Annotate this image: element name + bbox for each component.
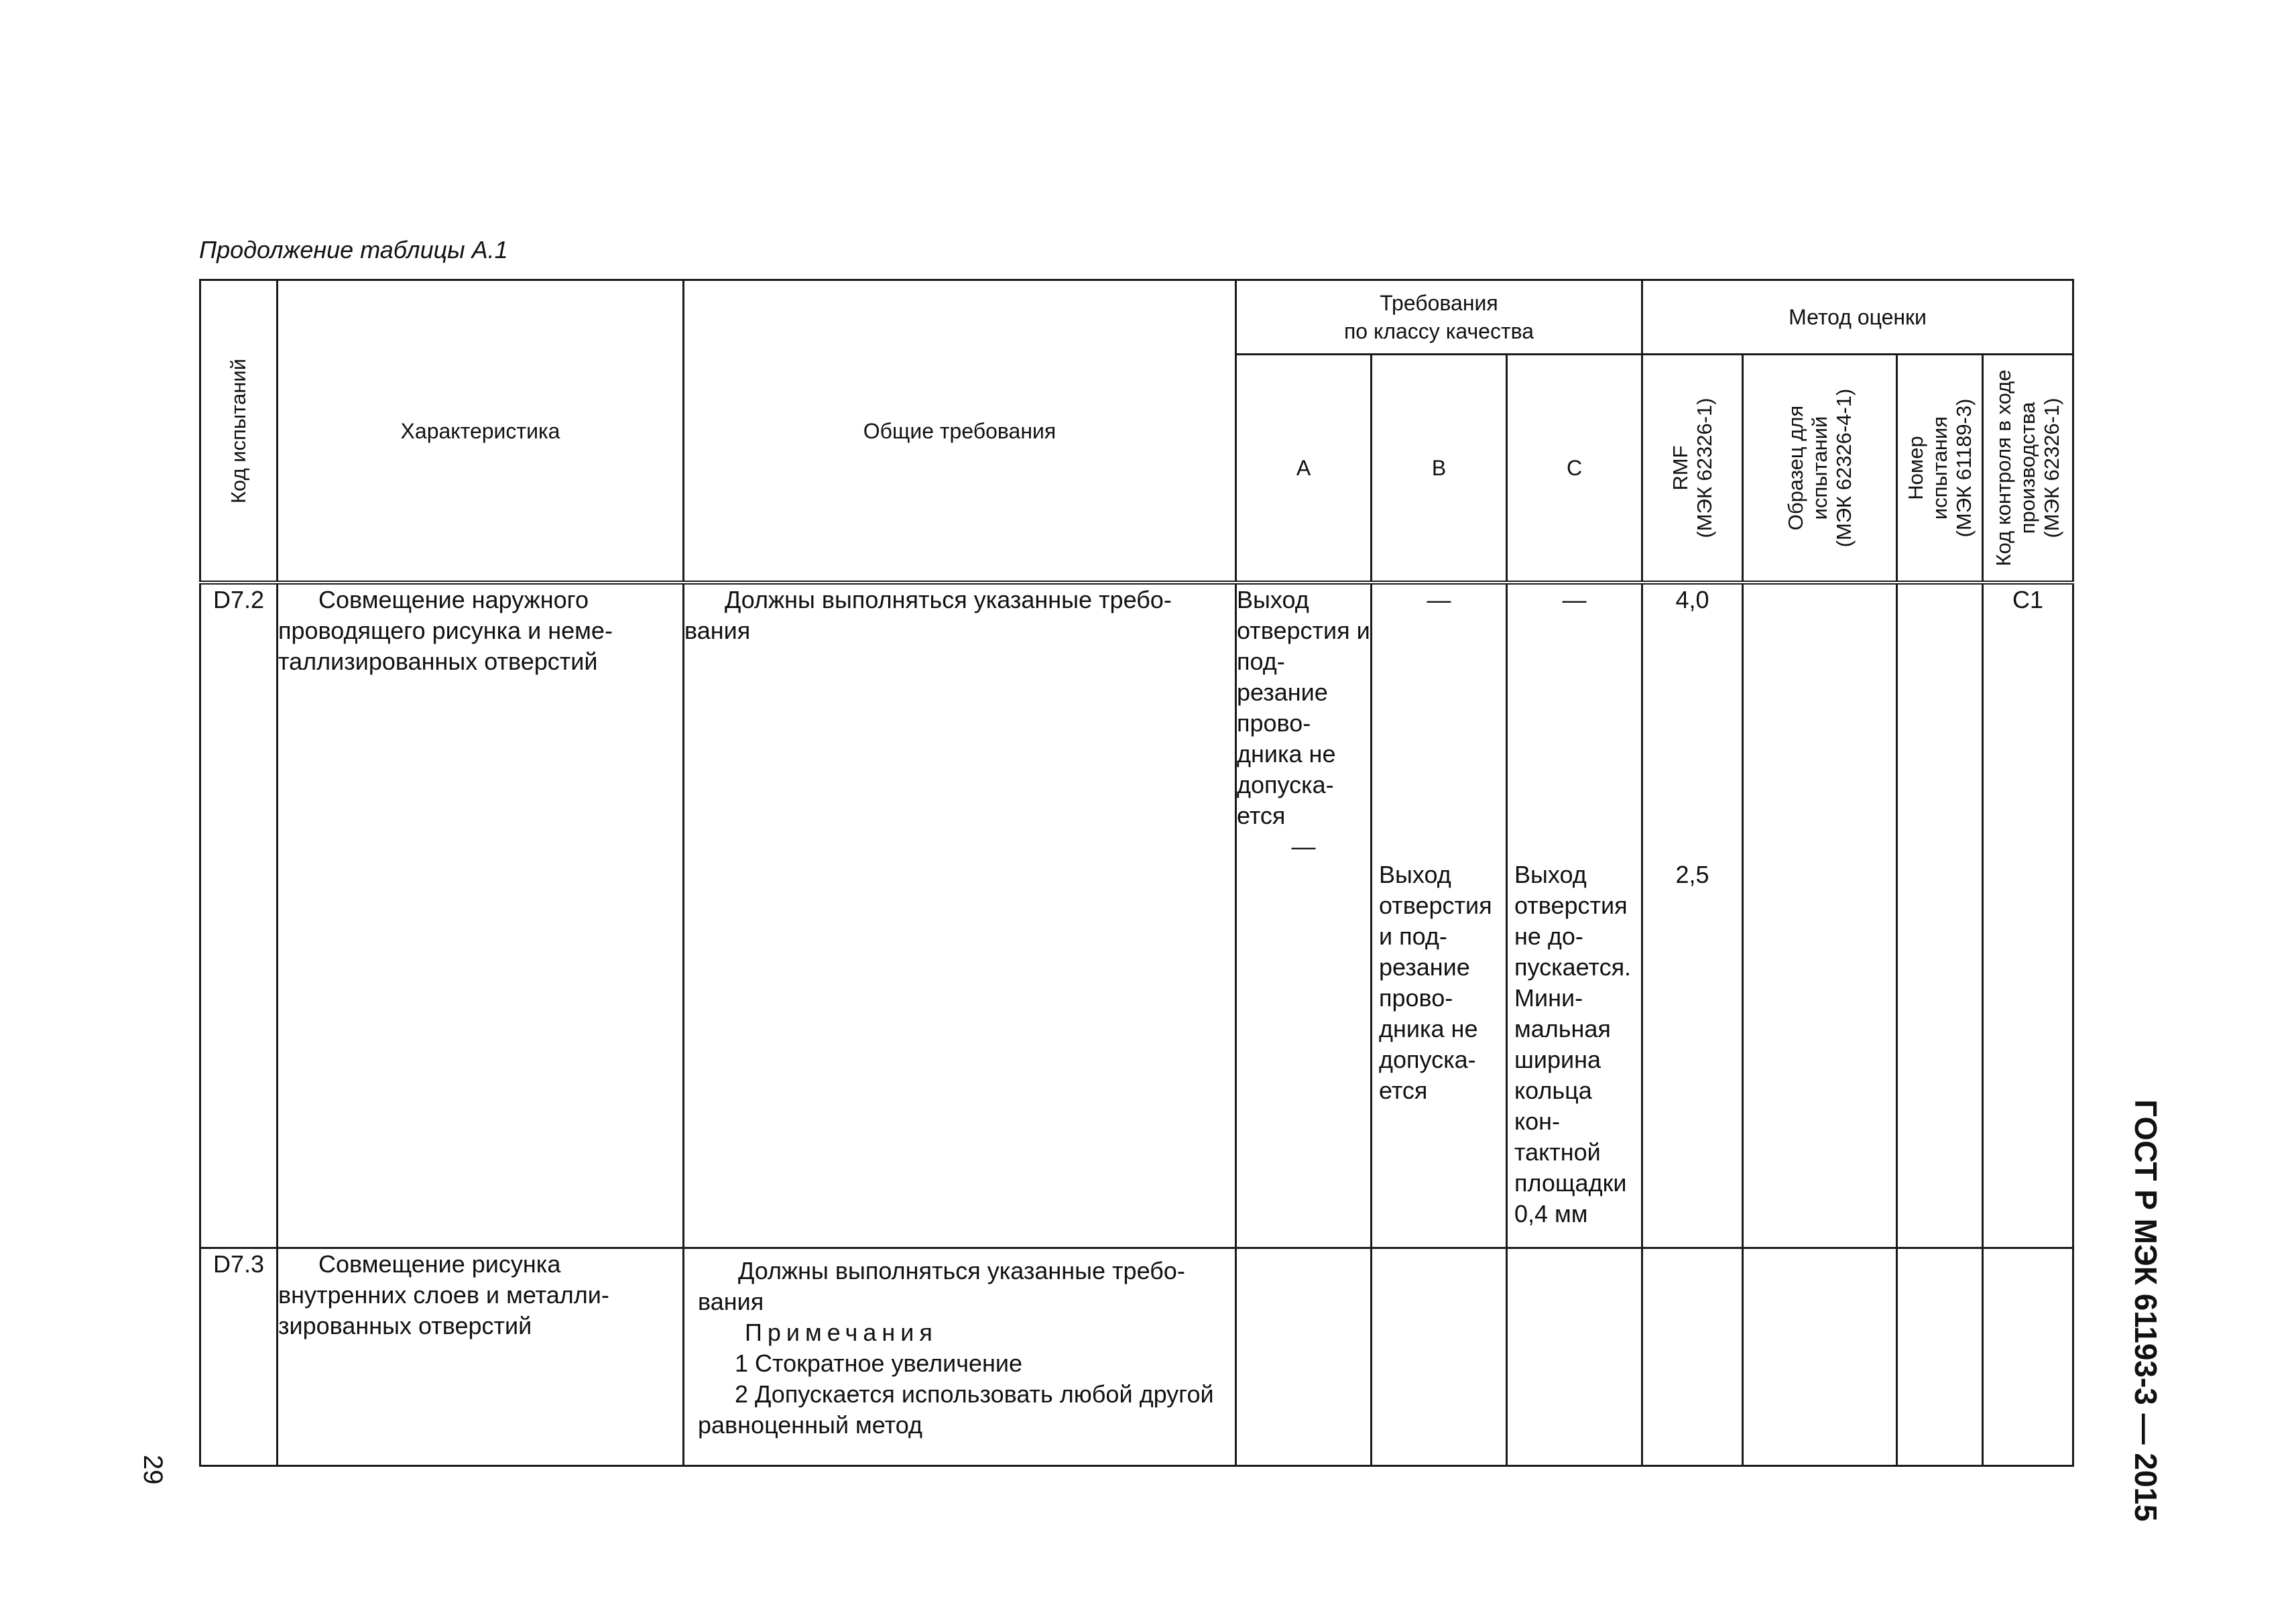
header-sample-l3: (МЭК 62326-4-1) xyxy=(1831,388,1856,548)
header-sample-l1: Образец для xyxy=(1783,405,1807,531)
header-class-c: С xyxy=(1507,355,1642,583)
header-sample xyxy=(1743,355,1897,583)
header-rmf-l1: RMF xyxy=(1668,445,1692,491)
class-c-dash: — xyxy=(1562,586,1587,613)
header-ctrl-l2: производства xyxy=(2016,402,2040,534)
class-c-text: Выход отверстия не до-пускается. Мини-мальная ширина кольца кон-тактной площадки 0,4 мм xyxy=(1514,861,1632,1227)
header-general: Общие требования xyxy=(684,280,1236,583)
row-class-c xyxy=(1507,1248,1642,1466)
class-b-text: Выход отверстия и под-резание прово-дника не допуска-ется xyxy=(1379,861,1492,1104)
row-general: Должны выполняться указанные требо-вания xyxy=(684,583,1236,1248)
header-quality xyxy=(1236,280,1642,355)
table-row xyxy=(200,583,2073,1248)
row-sample xyxy=(1743,583,1897,1248)
rmf-value-2: 2,5 xyxy=(1675,861,1709,888)
header-class-a: А xyxy=(1236,355,1372,583)
row-rmf xyxy=(1642,583,1743,1248)
class-a-text: Выход отверстия и под-резание прово-дника не допуска-ется xyxy=(1237,586,1370,829)
row-characteristic: Совмещение наружного проводящего рисунка и неме-таллизированных отверстий xyxy=(278,583,684,1248)
header-control-code xyxy=(1983,355,2073,583)
note-2: 2 Допускается использовать любой другой равноценный метод xyxy=(698,1380,1214,1439)
note-title: Примечания xyxy=(745,1319,938,1346)
header-code-label: Код испытаний xyxy=(227,358,250,503)
header-ctrl-l3: (МЭК 62326-1) xyxy=(2040,398,2064,538)
row-control-code: C1 xyxy=(1983,583,2073,1248)
header-testno-l2: испытания xyxy=(1927,416,1951,520)
class-b-dash: — xyxy=(1427,586,1451,613)
header-testno-l1: Номер xyxy=(1903,436,1927,500)
row-class-a xyxy=(1236,1248,1372,1466)
header-ctrl-l1: Код контроля в ходе xyxy=(1992,369,2016,566)
header-testno-l3: (МЭК 61189-3) xyxy=(1951,398,1976,538)
row-test-number xyxy=(1897,583,1983,1248)
header-test-number xyxy=(1897,355,1983,583)
note-1: 1 Стократное увеличение xyxy=(735,1349,1022,1377)
row-class-b xyxy=(1372,1248,1507,1466)
row-sample xyxy=(1743,1248,1897,1466)
table-row xyxy=(200,1248,2073,1466)
header-sample-l2: испытаний xyxy=(1807,416,1831,520)
row-class-c xyxy=(1507,583,1642,1248)
header-quality-line1: Требования xyxy=(1380,291,1498,315)
header-class-b: В xyxy=(1372,355,1507,583)
page-number: 29 xyxy=(138,1455,168,1485)
document-standard-title: ГОСТ Р МЭК 61193-3 — 2015 xyxy=(2128,1099,2163,1522)
row-general xyxy=(684,1248,1236,1466)
header-code xyxy=(200,280,278,583)
row-class-a xyxy=(1236,583,1372,1248)
row-code: D7.2 xyxy=(200,583,278,1248)
header-quality-line2: по классу качества xyxy=(1343,319,1534,343)
row-class-b xyxy=(1372,583,1507,1248)
general-text: Должны выполняться указанные требо-вания xyxy=(698,1257,1185,1315)
header-characteristic: Характеристика xyxy=(278,280,684,583)
row-characteristic: Совмещение рисунка внутренних слоев и металли-зированных отверстий xyxy=(278,1248,684,1466)
row-code: D7.3 xyxy=(200,1248,278,1466)
rmf-value-1: 4,0 xyxy=(1675,586,1709,613)
header-method: Метод оценки xyxy=(1642,280,2073,355)
row-rmf xyxy=(1642,1248,1743,1466)
row-control-code xyxy=(1983,1248,2073,1466)
row-test-number xyxy=(1897,1248,1983,1466)
table-caption: Продолжение таблицы А.1 xyxy=(199,236,508,263)
header-rmf xyxy=(1642,355,1743,583)
class-a-dash: — xyxy=(1291,833,1316,860)
requirements-table xyxy=(199,279,2074,1467)
header-rmf-l2: (МЭК 62326-1) xyxy=(1692,398,1716,538)
